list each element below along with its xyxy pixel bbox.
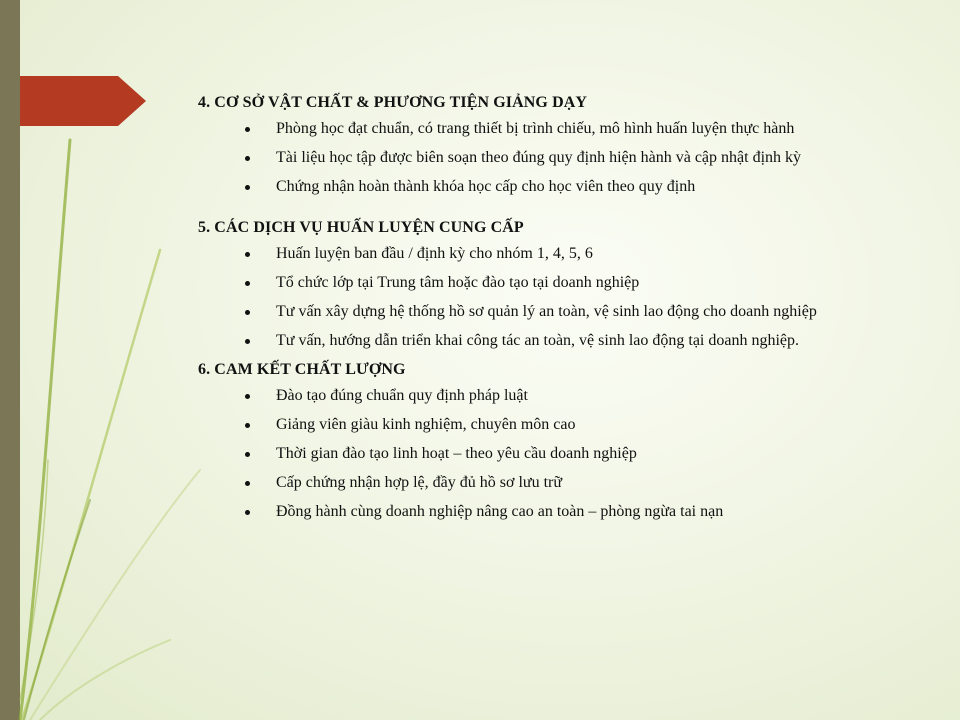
bullet-icon (245, 156, 250, 161)
list-item: Tổ chức lớp tại Trung tâm hoặc đào tạo tại doanh nghiệp (198, 272, 886, 293)
bullet-icon (245, 481, 250, 486)
bullet-icon (245, 510, 250, 515)
list-item: Phòng học đạt chuẩn, có trang thiết bị trình chiếu, mô hình huấn luyện thực hành (198, 118, 886, 139)
bullet-icon (245, 127, 250, 132)
section-title: 6. CAM KẾT CHẤT LƯỢNG (198, 361, 406, 378)
list-item: Đồng hành cùng doanh nghiệp nâng cao an toàn – phòng ngừa tai nạn (198, 501, 886, 522)
list-item: Chứng nhận hoàn thành khóa học cấp cho học viên theo quy định (198, 176, 886, 197)
list-item: Cấp chứng nhận hợp lệ, đầy đủ hồ sơ lưu trữ (198, 472, 886, 493)
bullet-icon (245, 185, 250, 190)
section-title: 5. CÁC DỊCH VỤ HUẤN LUYỆN CUNG CẤP (198, 219, 524, 236)
bullet-icon (245, 452, 250, 457)
bullet-list (198, 118, 898, 197)
section-facilities (198, 92, 898, 197)
list-item: Đào tạo đúng chuẩn quy định pháp luật (198, 385, 886, 406)
red-arrow-banner (20, 76, 146, 126)
leaf-strokes (20, 140, 200, 720)
list-item: Thời gian đào tạo linh hoạt – theo yêu cầu doanh nghiệp (198, 443, 886, 464)
section-commitment (198, 359, 898, 522)
slide-content (198, 92, 898, 530)
bullet-icon (245, 281, 250, 286)
list-item: Tài liệu học tập được biên soạn theo đúng quy định hiện hành và cập nhật định kỳ (198, 147, 886, 168)
bullet-list (198, 385, 898, 522)
section-title: 4. CƠ SỞ VẬT CHẤT & PHƯƠNG TIỆN GIẢNG DẠY (198, 94, 588, 111)
bullet-icon (245, 310, 250, 315)
list-item: Giảng viên giàu kinh nghiệm, chuyên môn cao (198, 414, 886, 435)
bullet-list (198, 243, 898, 351)
bullet-icon (245, 423, 250, 428)
bullet-icon (245, 252, 250, 257)
section-services (198, 217, 898, 351)
bullet-icon (245, 394, 250, 399)
list-item: Tư vấn xây dựng hệ thống hồ sơ quản lý an toàn, vệ sinh lao động cho doanh nghiệp (198, 301, 886, 322)
list-item: Tư vấn, hướng dẫn triển khai công tác an toàn, vệ sinh lao động tại doanh nghiệp. (198, 330, 886, 351)
bullet-icon (245, 339, 250, 344)
list-item: Huấn luyện ban đầu / định kỳ cho nhóm 1, 4, 5, 6 (198, 243, 886, 264)
